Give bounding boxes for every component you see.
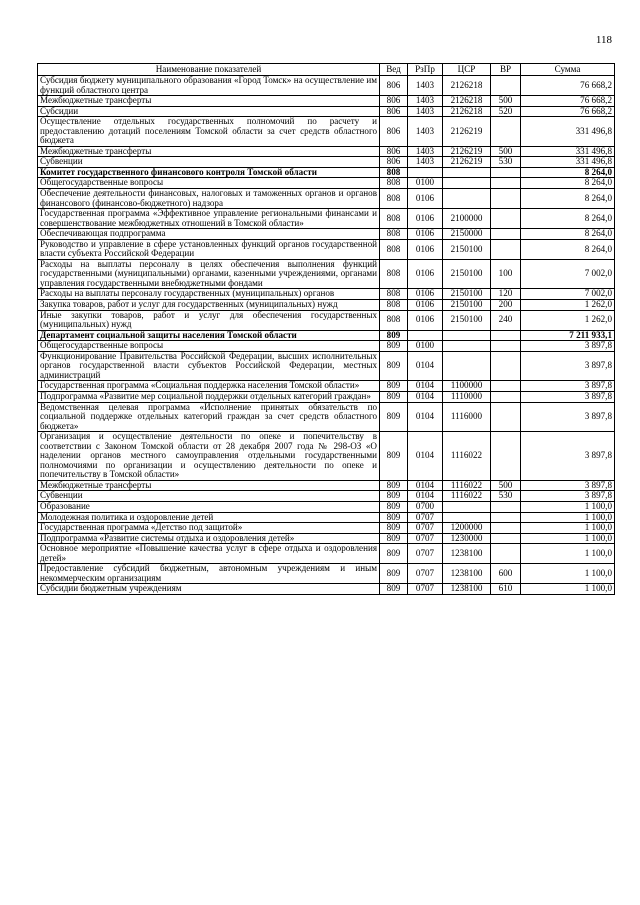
cell-vr [491,209,521,229]
cell-name: Межбюджетные трансферты [38,146,380,157]
cell-name: Государственная программа «Социальная поддержка населения Томской области» [38,381,380,392]
cell-name: Осуществление отдельных государственных полномочий по расчету и предоставлению дотаций поселениям Томской области за счет средств областного бюджета [38,117,380,147]
cell-vr: 520 [491,106,521,117]
cell-name: Субсидии [38,106,380,117]
cell-name: Обеспечивающая подпрограмма [38,229,380,240]
cell-vr [491,189,521,209]
cell-name: Подпрограмма «Развитие системы отдыха и оздоровления детей» [38,533,380,544]
cell-csr: 2126219 [443,146,491,157]
cell-csr: 1238100 [443,544,491,564]
cell-ved: 808 [380,259,408,289]
table-row [38,157,615,168]
table-row [38,564,615,584]
cell-csr: 1116022 [443,432,491,481]
cell-sum: 76 668,2 [521,76,615,96]
cell-name: Субвенции [38,157,380,168]
cell-csr: 1238100 [443,564,491,584]
cell-rzpr: 1403 [408,157,443,168]
table-row [38,480,615,491]
cell-sum: 3 897,8 [521,402,615,432]
cell-rzpr: 0104 [408,491,443,502]
cell-csr: 2150100 [443,310,491,330]
cell-name: Межбюджетные трансферты [38,96,380,107]
table-row [38,146,615,157]
table-row [38,402,615,432]
cell-rzpr: 0707 [408,564,443,584]
cell-rzpr: 0104 [408,480,443,491]
cell-ved: 808 [380,310,408,330]
cell-name: Подпрограмма «Развитие мер социальной поддержки отдельных категорий граждан» [38,391,380,402]
cell-rzpr: 0106 [408,289,443,300]
cell-ved: 808 [380,289,408,300]
cell-rzpr: 1403 [408,146,443,157]
cell-sum: 76 668,2 [521,96,615,107]
table-row [38,189,615,209]
cell-ved: 809 [380,544,408,564]
cell-rzpr [408,167,443,178]
cell-sum: 1 100,0 [521,523,615,534]
cell-csr: 1238100 [443,584,491,595]
cell-ved: 809 [380,491,408,502]
cell-sum: 3 897,8 [521,432,615,481]
cell-vr: 120 [491,289,521,300]
cell-ved: 809 [380,564,408,584]
cell-name: Субсидия бюджету муниципального образования «Город Томск» на осуществление им функций областного центра [38,76,380,96]
cell-name: Субсидии бюджетным учреждениям [38,584,380,595]
cell-rzpr: 1403 [408,117,443,147]
cell-ved: 809 [380,501,408,512]
table-row [38,491,615,502]
cell-name: Образование [38,501,380,512]
cell-name: Основное мероприятие «Повышение качества услуг в сфере отдыха и оздоровления детей» [38,544,380,564]
cell-vr [491,239,521,259]
cell-sum: 1 100,0 [521,584,615,595]
budget-table [37,63,615,595]
table-row [38,239,615,259]
cell-ved: 808 [380,167,408,178]
table-row [38,584,615,595]
cell-name: Функционирование Правительства Российской Федерации, высших исполнительных органов государственной власти субъектов Российской Федерации, местных администраций [38,351,380,381]
cell-vr: 530 [491,491,521,502]
cell-vr [491,167,521,178]
cell-vr [491,391,521,402]
cell-sum: 8 264,0 [521,189,615,209]
cell-sum: 3 897,8 [521,480,615,491]
table-row [38,209,615,229]
cell-csr: 1116022 [443,491,491,502]
table-row [38,432,615,481]
cell-csr: 2150100 [443,300,491,311]
cell-vr: 200 [491,300,521,311]
cell-ved: 809 [380,330,408,341]
cell-sum: 7 002,0 [521,289,615,300]
cell-vr [491,501,521,512]
cell-sum: 1 100,0 [521,512,615,523]
cell-vr: 610 [491,584,521,595]
cell-csr: 2100000 [443,209,491,229]
cell-rzpr: 1403 [408,106,443,117]
cell-name: Общегосударственные вопросы [38,341,380,352]
cell-sum: 331 496,8 [521,157,615,168]
table-row [38,544,615,564]
cell-rzpr: 0106 [408,310,443,330]
table-row [38,310,615,330]
cell-rzpr: 0106 [408,229,443,240]
cell-rzpr: 0104 [408,402,443,432]
cell-name: Молодежная политика и оздоровление детей [38,512,380,523]
cell-ved: 809 [380,523,408,534]
cell-rzpr: 0104 [408,351,443,381]
cell-csr [443,167,491,178]
cell-rzpr: 0106 [408,189,443,209]
table-row [38,341,615,352]
cell-vr: 500 [491,96,521,107]
table-body [38,76,615,595]
cell-vr [491,544,521,564]
cell-sum: 8 264,0 [521,178,615,189]
cell-sum: 76 668,2 [521,106,615,117]
table-row [38,512,615,523]
cell-name: Предоставление субсидий бюджетным, автономным учреждениям и иным некоммерческим организациям [38,564,380,584]
cell-ved: 809 [380,584,408,595]
cell-rzpr: 0106 [408,239,443,259]
table-row [38,351,615,381]
cell-vr: 600 [491,564,521,584]
header-csr: ЦСР [443,64,491,76]
cell-name: Расходы на выплаты персоналу государственных (муниципальных) органов [38,289,380,300]
cell-rzpr: 0106 [408,259,443,289]
cell-sum: 1 100,0 [521,501,615,512]
cell-sum: 331 496,8 [521,117,615,147]
cell-vr [491,76,521,96]
table-row [38,96,615,107]
cell-vr: 240 [491,310,521,330]
table-row [38,117,615,147]
cell-ved: 808 [380,189,408,209]
cell-vr [491,330,521,341]
table-header-row [38,64,615,76]
cell-ved: 809 [380,381,408,392]
cell-name: Общегосударственные вопросы [38,178,380,189]
cell-sum: 1 100,0 [521,564,615,584]
cell-csr: 2150100 [443,289,491,300]
cell-vr [491,117,521,147]
cell-rzpr: 0104 [408,432,443,481]
table-row [38,523,615,534]
header-rzpr: РзПр [408,64,443,76]
cell-rzpr: 0707 [408,523,443,534]
cell-csr: 1200000 [443,523,491,534]
cell-sum: 8 264,0 [521,209,615,229]
cell-rzpr: 0707 [408,544,443,564]
cell-csr [443,178,491,189]
cell-vr [491,341,521,352]
cell-vr: 100 [491,259,521,289]
cell-sum: 7 002,0 [521,259,615,289]
cell-vr [491,523,521,534]
cell-ved: 809 [380,351,408,381]
cell-vr: 500 [491,146,521,157]
header-name: Наименование показателей [38,64,380,76]
cell-csr: 2126218 [443,76,491,96]
cell-ved: 809 [380,391,408,402]
cell-ved: 809 [380,341,408,352]
cell-vr [491,381,521,392]
cell-ved: 806 [380,96,408,107]
cell-csr [443,330,491,341]
cell-name: Организация и осуществление деятельности по опеке и попечительству в соответствии с Законом Томской области от 28 декабря 2007 года № 298-ОЗ «О наделении органов местного самоуправления отдельными государственными полномочиями по организации и осуществлению деятельности по опеке и попечительству в Томской области» [38,432,380,481]
table-row [38,106,615,117]
cell-vr [491,229,521,240]
cell-sum: 1 262,0 [521,300,615,311]
cell-name: Руководство и управление в сфере установленных функций органов государственной власти субъекта Российской Федерации [38,239,380,259]
cell-vr [491,178,521,189]
header-ved: Вед [380,64,408,76]
cell-rzpr: 0707 [408,512,443,523]
cell-ved: 808 [380,300,408,311]
cell-name: Расходы на выплаты персоналу в целях обеспечения выполнения функций государственными (муниципальными) органами, казенными учреждениями, органами управления государственными внебюджетными фондами [38,259,380,289]
table-row [38,76,615,96]
cell-ved: 808 [380,178,408,189]
cell-csr: 1116000 [443,402,491,432]
cell-sum: 3 897,8 [521,341,615,352]
table-row [38,391,615,402]
cell-ved: 806 [380,106,408,117]
cell-csr [443,189,491,209]
cell-name: Государственная программа «Детство под защитой» [38,523,380,534]
cell-csr [443,501,491,512]
cell-vr [491,402,521,432]
table-row [38,381,615,392]
cell-ved: 809 [380,533,408,544]
cell-vr [491,512,521,523]
cell-rzpr: 0707 [408,584,443,595]
cell-rzpr: 0700 [408,501,443,512]
cell-vr [491,533,521,544]
cell-vr [491,432,521,481]
cell-csr: 2126218 [443,96,491,107]
cell-sum: 7 211 933,1 [521,330,615,341]
cell-csr: 2150100 [443,259,491,289]
cell-rzpr: 0104 [408,381,443,392]
cell-ved: 806 [380,157,408,168]
cell-name: Обеспечение деятельности финансовых, налоговых и таможенных органов и органов финансового (финансово-бюджетного) надзора [38,189,380,209]
cell-csr: 2126219 [443,157,491,168]
cell-sum: 1 100,0 [521,544,615,564]
table-row [38,300,615,311]
table-row [38,259,615,289]
cell-sum: 331 496,8 [521,146,615,157]
cell-rzpr: 1403 [408,76,443,96]
cell-name: Ведомственная целевая программа «Исполнение принятых обязательств по социальной поддержке отдельных категорий граждан за счет средств областного бюджета» [38,402,380,432]
table-row [38,289,615,300]
cell-name: Межбюджетные трансферты [38,480,380,491]
cell-vr: 530 [491,157,521,168]
cell-csr [443,351,491,381]
table-row [38,330,615,341]
cell-name: Государственная программа «Эффективное управление региональными финансами и совершенствование межбюджетных отношений в Томской области» [38,209,380,229]
cell-rzpr: 0106 [408,300,443,311]
cell-name: Департамент социальной защиты населения Томской области [38,330,380,341]
cell-name: Иные закупки товаров, работ и услуг для обеспечения государственных (муниципальных) нужд [38,310,380,330]
cell-rzpr: 0707 [408,533,443,544]
table-row [38,229,615,240]
cell-sum: 8 264,0 [521,229,615,240]
cell-ved: 806 [380,146,408,157]
cell-ved: 809 [380,402,408,432]
cell-sum: 3 897,8 [521,491,615,502]
page-number: 118 [595,34,612,46]
cell-rzpr: 0100 [408,178,443,189]
cell-csr: 1116022 [443,480,491,491]
cell-sum: 8 264,0 [521,239,615,259]
cell-csr: 1110000 [443,391,491,402]
cell-ved: 809 [380,432,408,481]
cell-rzpr: 1403 [408,96,443,107]
cell-vr: 500 [491,480,521,491]
cell-ved: 808 [380,229,408,240]
cell-rzpr [408,330,443,341]
cell-rzpr: 0104 [408,391,443,402]
cell-sum: 1 262,0 [521,310,615,330]
cell-csr: 1230000 [443,533,491,544]
table-row [38,533,615,544]
cell-ved: 808 [380,209,408,229]
cell-rzpr: 0106 [408,209,443,229]
cell-ved: 808 [380,239,408,259]
cell-sum: 3 897,8 [521,351,615,381]
cell-name: Закупка товаров, работ и услуг для государственных (муниципальных) нужд [38,300,380,311]
cell-sum: 1 100,0 [521,533,615,544]
cell-csr [443,341,491,352]
table-row [38,501,615,512]
cell-sum: 3 897,8 [521,391,615,402]
cell-csr: 2150000 [443,229,491,240]
cell-ved: 809 [380,480,408,491]
cell-csr: 2126218 [443,106,491,117]
cell-sum: 3 897,8 [521,381,615,392]
cell-ved: 809 [380,512,408,523]
cell-ved: 806 [380,76,408,96]
table-row [38,167,615,178]
cell-sum: 8 264,0 [521,167,615,178]
cell-name: Комитет государственного финансового контроля Томской области [38,167,380,178]
cell-vr [491,351,521,381]
cell-csr: 2150100 [443,239,491,259]
cell-ved: 806 [380,117,408,147]
cell-csr [443,512,491,523]
table-row [38,178,615,189]
cell-csr: 1100000 [443,381,491,392]
cell-rzpr: 0100 [408,341,443,352]
cell-csr: 2126219 [443,117,491,147]
cell-name: Субвенции [38,491,380,502]
header-vr: ВР [491,64,521,76]
header-sum: Сумма [521,64,615,76]
